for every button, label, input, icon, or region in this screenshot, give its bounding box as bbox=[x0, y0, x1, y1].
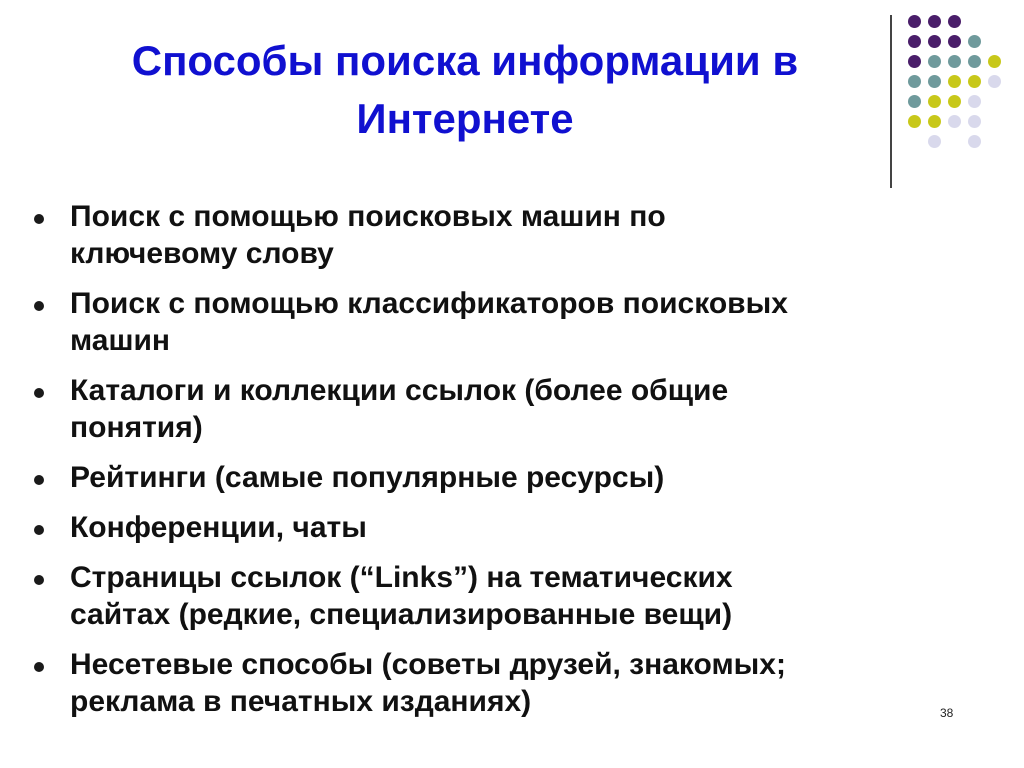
decorative-dot bbox=[928, 15, 941, 28]
bullet-text-line: машин bbox=[70, 324, 171, 357]
decorative-dot bbox=[968, 75, 981, 88]
decorative-dot bbox=[988, 55, 1001, 68]
bullet-text-line: понятия) bbox=[70, 411, 203, 444]
bullet-item bbox=[30, 559, 990, 633]
decorative-dot bbox=[928, 75, 941, 88]
bullet-text-line: сайтах (редкие, специализированные вещи) bbox=[70, 598, 733, 631]
decorative-dot bbox=[948, 115, 961, 128]
decorative-dot bbox=[948, 15, 961, 28]
decorative-dot bbox=[948, 95, 961, 108]
decorative-dot bbox=[908, 35, 921, 48]
decorative-dot bbox=[948, 35, 961, 48]
decorative-dot bbox=[928, 55, 941, 68]
title-line-2: Интернете bbox=[356, 95, 574, 142]
bullet-item bbox=[30, 198, 990, 272]
bullet-item bbox=[30, 509, 990, 546]
decorative-dot bbox=[988, 75, 1001, 88]
bullet-item bbox=[30, 646, 990, 720]
bullet-dot-icon bbox=[34, 475, 44, 485]
decorative-dot bbox=[928, 95, 941, 108]
decorative-dot bbox=[948, 55, 961, 68]
decorative-dot bbox=[908, 15, 921, 28]
decorative-dot bbox=[908, 55, 921, 68]
decorative-dot bbox=[968, 135, 981, 148]
bullet-text-line: Несетевые способы (советы друзей, знакомых; bbox=[70, 648, 786, 681]
decorative-dot bbox=[908, 75, 921, 88]
bullet-text-line: Поиск с помощью поисковых машин по bbox=[70, 200, 666, 233]
decorative-dot bbox=[948, 75, 961, 88]
bullet-text-line: Конференции, чаты bbox=[70, 511, 367, 544]
bullet-dot-icon bbox=[34, 214, 44, 224]
bullet-item bbox=[30, 459, 990, 496]
bullet-text-line: Рейтинги (самые популярные ресурсы) bbox=[70, 461, 665, 494]
title-line-1: Способы поиска информации в bbox=[131, 37, 799, 84]
page-number: 38 bbox=[940, 706, 954, 720]
bullet-text-line: реклама в печатных изданиях) bbox=[70, 685, 532, 718]
bullet-dot-icon bbox=[34, 662, 44, 672]
bullet-dot-icon bbox=[34, 525, 44, 535]
bullet-text-line: Каталоги и коллекции ссылок (более общие bbox=[70, 374, 729, 407]
decorative-dot bbox=[968, 35, 981, 48]
bullet-text-line: Страницы ссылок (“Links”) на тематических bbox=[70, 561, 733, 594]
bullet-item bbox=[30, 372, 990, 446]
bullet-dot-icon bbox=[34, 301, 44, 311]
decorative-dot bbox=[928, 135, 941, 148]
decorative-dot bbox=[968, 55, 981, 68]
bullet-dot-icon bbox=[34, 388, 44, 398]
bullet-list bbox=[30, 198, 990, 733]
decorative-dot bbox=[928, 115, 941, 128]
decorative-dot bbox=[928, 35, 941, 48]
decorative-divider bbox=[890, 15, 892, 188]
decorative-dot-grid bbox=[908, 15, 1008, 165]
bullet-text-line: Поиск с помощью классификаторов поисковых bbox=[70, 287, 788, 320]
bullet-text-line: ключевому слову bbox=[70, 237, 334, 270]
decorative-dot bbox=[968, 115, 981, 128]
bullet-item bbox=[30, 285, 990, 359]
decorative-dot bbox=[908, 115, 921, 128]
decorative-dot bbox=[968, 95, 981, 108]
bullet-dot-icon bbox=[34, 575, 44, 585]
decorative-dot bbox=[908, 95, 921, 108]
slide-title bbox=[40, 32, 890, 148]
